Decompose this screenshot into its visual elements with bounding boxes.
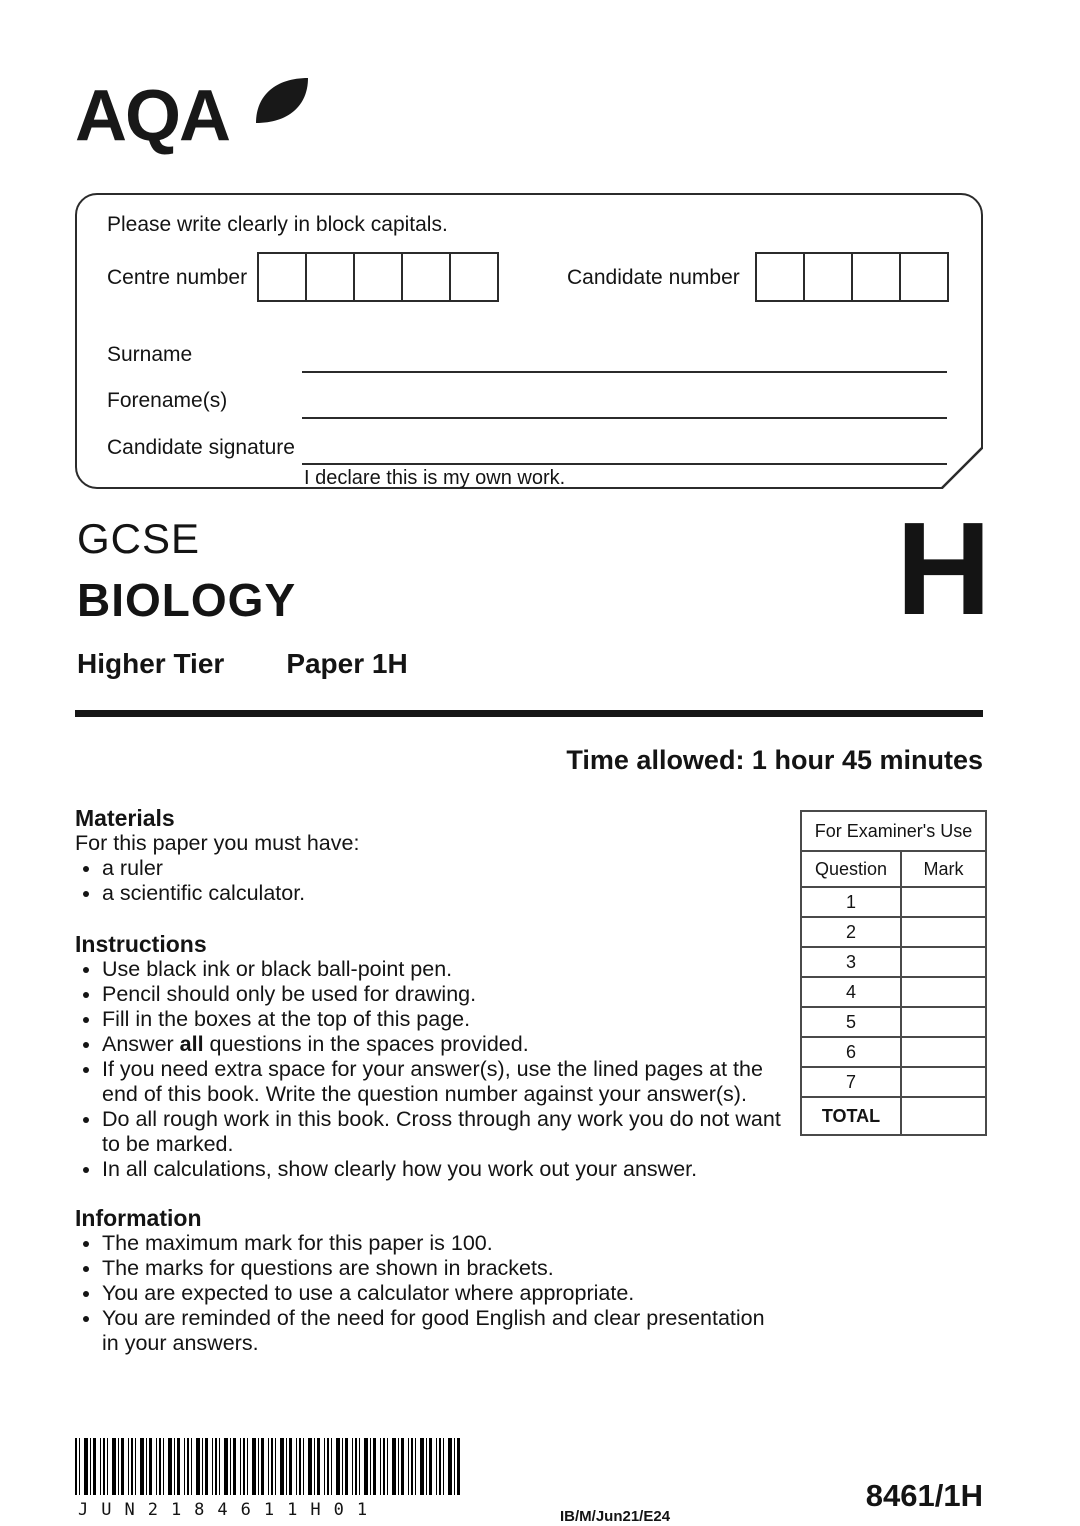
mark-column-header: Mark	[901, 851, 986, 887]
examiner-table-title: For Examiner's Use	[801, 811, 986, 851]
tier-label: Higher Tier	[77, 648, 225, 679]
footer-reference: IB/M/Jun21/E24	[560, 1508, 671, 1525]
materials-list	[75, 856, 787, 906]
time-allowed: Time allowed: 1 hour 45 minutes	[566, 745, 983, 775]
signature-input-line[interactable]	[302, 463, 947, 465]
signature-label: Candidate signature	[107, 436, 295, 459]
information-list	[75, 1231, 787, 1356]
information-heading: Information	[75, 1205, 202, 1231]
instructions-item: • If you need extra space for your answer(s), use the lined pages at the end of this book. Write the question number against your answer(s).	[102, 1057, 787, 1107]
centre-number-cell[interactable]	[257, 252, 307, 302]
mark-cell	[901, 1007, 986, 1037]
mark-cell	[901, 887, 986, 917]
forenames-input-line[interactable]	[302, 417, 947, 419]
mark-cell	[901, 947, 986, 977]
candidate-number-cell[interactable]	[851, 252, 901, 302]
centre-number-cell[interactable]	[401, 252, 451, 302]
materials-intro: For this paper you must have:	[75, 831, 360, 855]
block-capitals-instruction: Please write clearly in block capitals.	[107, 213, 448, 236]
instructions-item	[102, 1032, 787, 1057]
question-number: 1	[801, 887, 901, 917]
forenames-label: Forename(s)	[107, 389, 228, 412]
information-item: • You are expected to use a calculator where appropriate.	[102, 1281, 787, 1306]
aqa-logo	[75, 76, 315, 160]
instructions-item-text: questions in the spaces provided.	[203, 1032, 529, 1056]
candidate-details-box	[75, 193, 983, 489]
tier-letter: H	[896, 495, 992, 642]
information-item: • The marks for questions are shown in brackets.	[102, 1256, 787, 1281]
cover-text-column	[75, 806, 787, 1356]
centre-number-cell[interactable]	[305, 252, 355, 302]
mark-cell	[901, 1037, 986, 1067]
materials-heading: Materials	[75, 805, 175, 831]
barcode-text: JUN2184611H01	[78, 1500, 381, 1520]
instructions-item: • Pencil should only be used for drawing.	[102, 982, 787, 1007]
instructions-item-text: Answer	[102, 1032, 180, 1056]
information-item: • The maximum mark for this paper is 100.	[102, 1231, 787, 1256]
centre-number-label: Centre number	[107, 266, 248, 289]
mark-cell	[901, 1067, 986, 1097]
question-number: 2	[801, 917, 901, 947]
divider-rule	[75, 710, 983, 717]
question-number: 7	[801, 1067, 901, 1097]
aqa-logo-text: AQA	[75, 76, 229, 156]
question-number: 3	[801, 947, 901, 977]
centre-number-cells	[257, 252, 499, 302]
materials-item: • a scientific calculator.	[102, 881, 787, 906]
tier-row	[77, 648, 408, 680]
instructions-heading: Instructions	[75, 931, 207, 957]
instructions-item: • Do all rough work in this book. Cross through any work you do not want to be marked.	[102, 1107, 787, 1157]
materials-item: • a ruler	[102, 856, 787, 881]
mark-cell	[901, 917, 986, 947]
question-number: 4	[801, 977, 901, 1007]
total-label: TOTAL	[801, 1097, 901, 1135]
surname-label: Surname	[107, 343, 193, 366]
aqa-leaf-icon	[253, 76, 311, 126]
qualification-title: GCSE	[77, 515, 201, 562]
instructions-list	[75, 957, 787, 1182]
box-corner-cut	[941, 447, 983, 489]
total-mark-cell	[901, 1097, 986, 1135]
question-number: 6	[801, 1037, 901, 1067]
mark-cell	[901, 977, 986, 1007]
candidate-number-cell[interactable]	[755, 252, 805, 302]
paper-code: 8461/1H	[865, 1478, 983, 1513]
declaration-text: I declare this is my own work.	[304, 467, 566, 489]
information-item: • You are reminded of the need for good English and clear presentation in your answers.	[102, 1306, 787, 1356]
examiner-use-table	[800, 810, 987, 1136]
subject-title: BIOLOGY	[77, 574, 297, 626]
candidate-number-label: Candidate number	[567, 266, 740, 289]
instructions-section	[75, 932, 787, 1182]
materials-section	[75, 806, 787, 906]
instructions-item: • Fill in the boxes at the top of this page.	[102, 1007, 787, 1032]
candidate-number-cell[interactable]	[803, 252, 853, 302]
instructions-item: • Use black ink or black ball-point pen.	[102, 957, 787, 982]
surname-input-line[interactable]	[302, 371, 947, 373]
candidate-number-cell[interactable]	[899, 252, 949, 302]
paper-label: Paper 1H	[286, 648, 408, 679]
candidate-number-cells	[755, 252, 949, 302]
question-number: 5	[801, 1007, 901, 1037]
centre-number-cell[interactable]	[449, 252, 499, 302]
centre-number-cell[interactable]	[353, 252, 403, 302]
information-section	[75, 1206, 787, 1356]
instructions-item-bold: all	[179, 1032, 204, 1056]
question-column-header: Question	[801, 851, 901, 887]
instructions-item: • In all calculations, show clearly how you work out your answer.	[102, 1157, 787, 1182]
